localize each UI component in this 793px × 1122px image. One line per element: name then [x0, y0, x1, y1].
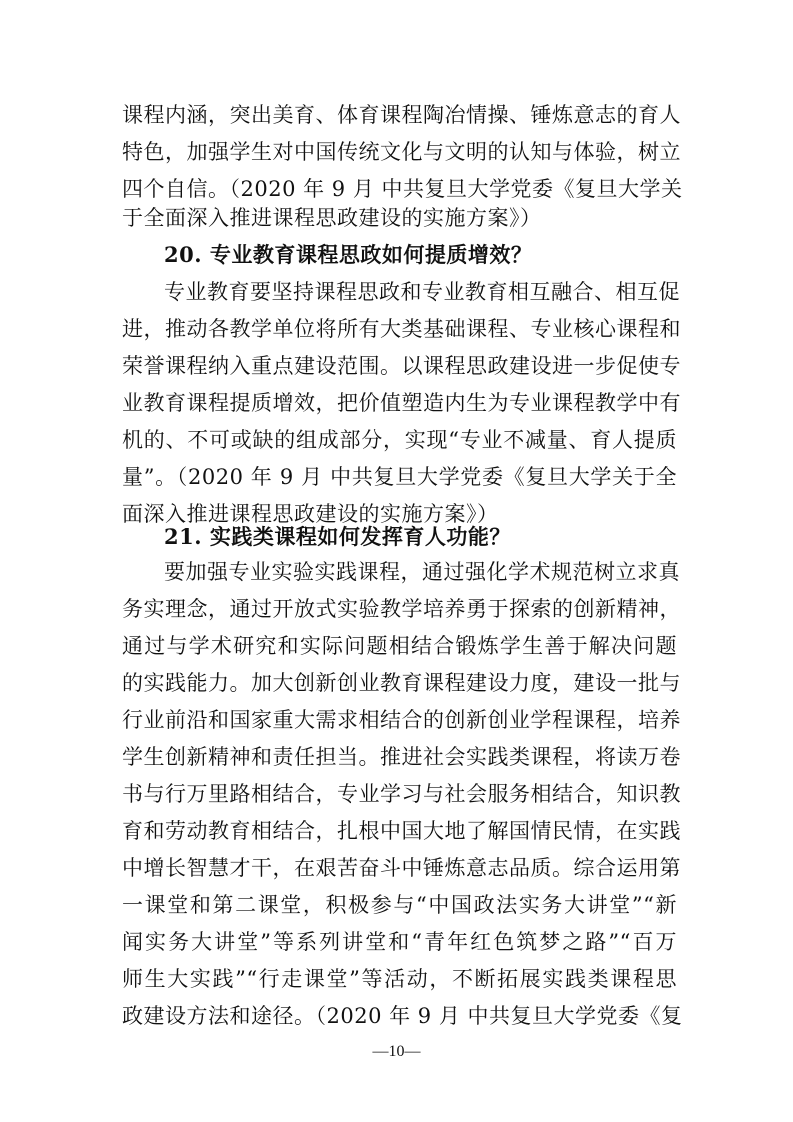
body-text-line: 行业前沿和国家重大需求相结合的创新创业学程课程，培养 [122, 708, 681, 732]
paragraph-first-line: 要加强专业实验实践课程，通过强化学术规范树立求真 [164, 560, 680, 584]
body-text-line: 面深入推进课程思政建设的实施方案》） [122, 502, 499, 526]
body-text-line: 书与行万里路相结合，专业学习与社会服务相结合，知识教 [122, 782, 681, 806]
body-text-line: 进，推动各教学单位将所有大类基础课程、专业核心课程和 [122, 317, 681, 341]
section-heading-21: 21. 实践类课程如何发挥育人功能？ [164, 524, 511, 549]
body-text-line: 学生创新精神和责任担当。推进社会实践类课程，将读万卷 [122, 745, 681, 769]
body-text-line: 闻实务大讲堂”等系列讲堂和“青年红色筑梦之路”“百万 [122, 930, 677, 954]
body-text-line: 于全面深入推进课程思政建设的实施方案》） [122, 206, 542, 230]
body-text-line: 中增长智慧才干，在艰苦奋斗中锤炼意志品质。综合运用第 [122, 856, 681, 880]
body-text-line: 特色，加强学生对中国传统文化与文明的认知与体验，树立 [122, 140, 681, 164]
body-text-line: 荣誉课程纳入重点建设范围。以课程思政建设进一步促使专 [122, 354, 681, 378]
body-text-line: 四个自信。（2020 年 9 月 中共复旦大学党委《复旦大学关 [122, 177, 683, 201]
body-text-line: 务实理念，通过开放式实验教学培养勇于探索的创新精神， [122, 597, 681, 621]
body-text-line: 师生大实践”“行走课堂”等活动，不断拓展实践类课程思 [122, 967, 677, 991]
body-text-line: 课程内涵，突出美育、体育课程陶冶情操、锤炼意志的育人 [122, 103, 681, 127]
section-heading-20: 20. 专业教育课程思政如何提质增效？ [164, 242, 533, 267]
body-text-line: 育和劳动教育相结合，扎根中国大地了解国情民情，在实践 [122, 819, 681, 843]
body-text-line: 量”。（2020 年 9 月 中共复旦大学党委《复旦大学关于全 [122, 465, 677, 489]
body-text-line: 通过与学术研究和实际问题相结合锻炼学生善于解决问题 [122, 634, 677, 658]
body-text-line: 的实践能力。加大创新创业教育课程建设力度，建设一批与 [122, 671, 681, 695]
page-number: —10— [372, 1043, 421, 1060]
paragraph-first-line: 专业教育要坚持课程思政和专业教育相互融合、相互促 [164, 280, 680, 304]
body-text-line: 业教育课程提质增效，把价值塑造内生为专业课程教学中有 [122, 391, 681, 415]
body-text-line: 机的、不可或缺的组成部分，实现“专业不减量、育人提质 [122, 428, 677, 452]
body-text-line: 政建设方法和途径。（2020 年 9 月 中共复旦大学党委《复 [122, 1004, 683, 1028]
body-text-line: 一课堂和第二课堂，积极参与“中国政法实务大讲堂”“新 [122, 893, 677, 917]
